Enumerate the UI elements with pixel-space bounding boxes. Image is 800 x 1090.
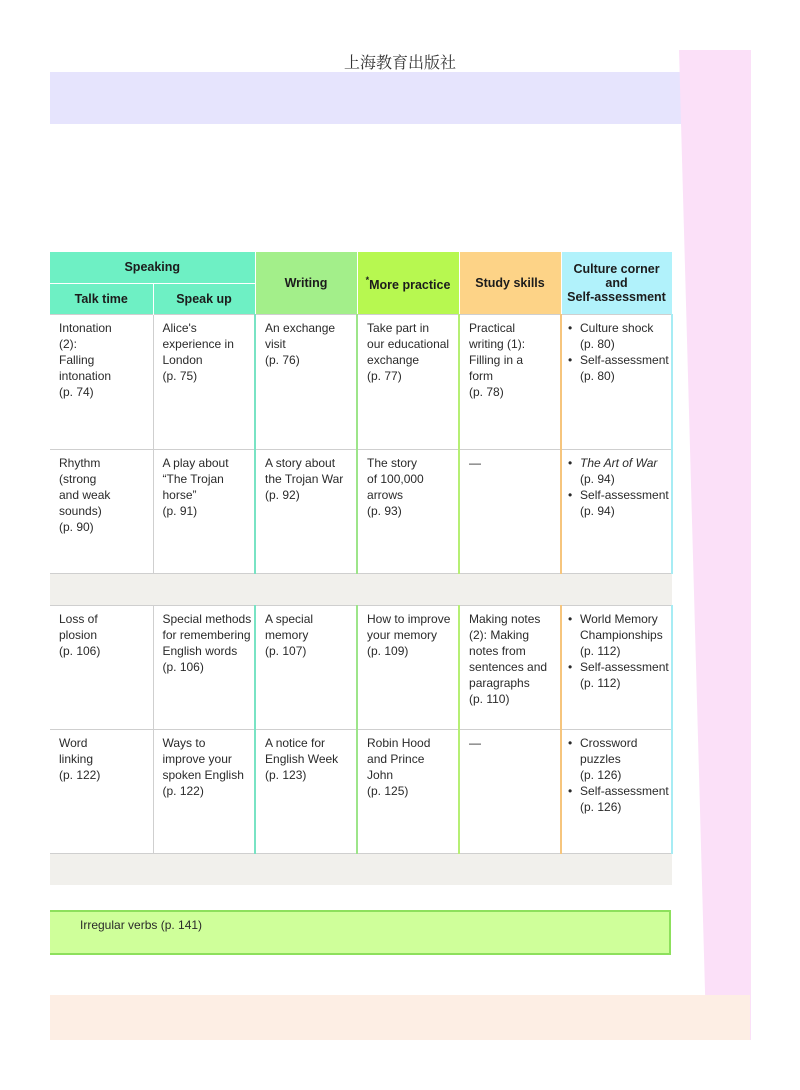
speak-up-header: Speak up — [153, 283, 255, 314]
cell-line: An exchange — [265, 320, 336, 335]
cell-line: paragraphs — [469, 675, 530, 690]
cell-line: and weak — [59, 487, 111, 502]
cell-line: (p. 110) — [469, 691, 510, 706]
more-practice-cell — [357, 314, 459, 449]
unit-row — [50, 449, 672, 573]
study-skills-header: Study skills — [459, 252, 561, 314]
cell-line: sentences and — [469, 659, 548, 674]
cell-line: Robin Hood — [367, 735, 431, 750]
cell-line: exchange — [367, 352, 420, 367]
cell-line: (2): Making — [469, 627, 530, 642]
more-practice-cell — [357, 605, 459, 729]
cell-line: (p. 122) — [59, 767, 101, 782]
cell-line: Loss of — [59, 611, 98, 626]
cell-line: intonation — [59, 368, 112, 383]
culture-item — [568, 659, 671, 691]
culture-item — [568, 783, 671, 815]
culture-item-page: (p. 94) — [580, 503, 615, 518]
culture-item-page: (p. 94) — [580, 471, 615, 486]
culture-item-title-cont: Championships — [580, 627, 663, 642]
culture-header-line-3: Self-assessment — [567, 289, 666, 304]
cell-line: Intonation — [59, 320, 112, 335]
side-color-band — [679, 50, 751, 1040]
more-practice-label: More practice — [369, 278, 451, 293]
cell-line: (p. 92) — [265, 487, 300, 502]
cell-line: (p. 109) — [367, 643, 409, 658]
culture-item-title: • The Art of War — [580, 455, 658, 470]
cell-line: horse” — [162, 487, 197, 502]
talk-time-header: Talk time — [50, 283, 153, 314]
cell-line: Word — [59, 735, 88, 750]
cell-line: “The Trojan — [162, 471, 224, 486]
cell-line: the Trojan War — [265, 471, 344, 486]
culture-item-title: • Culture shock — [580, 320, 654, 335]
cell-line: memory — [265, 627, 309, 642]
talk-time-cell — [50, 729, 153, 853]
culture-item-title: • Self-assessment — [580, 487, 669, 502]
speak-up-cell — [153, 605, 255, 729]
cell-line: and Prince — [367, 751, 425, 766]
cell-line: (p. 125) — [367, 783, 409, 798]
cell-line: (p. 123) — [265, 767, 307, 782]
more-practice-cell — [357, 449, 459, 573]
cell-line: How to improve — [367, 611, 451, 626]
cell-line: — — [469, 735, 482, 750]
cell-line: (p. 106) — [162, 659, 204, 674]
study-skills-cell — [459, 314, 561, 449]
more-practice-cell — [357, 729, 459, 853]
study-skills-cell — [459, 605, 561, 729]
cell-line: English words — [162, 643, 238, 658]
cell-line: Filling in a — [469, 352, 524, 367]
talk-time-cell — [50, 314, 153, 449]
culture-item-page: (p. 112) — [580, 643, 621, 658]
culture-cell — [561, 605, 672, 729]
gap-band — [50, 853, 672, 885]
culture-cell — [561, 314, 672, 449]
cell-line: (p. 76) — [265, 352, 300, 367]
culture-header-line-2: and — [605, 275, 628, 290]
cell-line: A story about — [265, 455, 336, 470]
writing-header: Writing — [255, 252, 357, 314]
unit-row — [50, 314, 672, 449]
cell-line: spoken English — [162, 767, 244, 782]
cell-line: (p. 90) — [59, 519, 94, 534]
culture-item-title: • Crossword — [580, 735, 638, 750]
culture-item — [568, 455, 671, 487]
cell-line: Rhythm — [59, 455, 101, 470]
culture-item-page: (p. 126) — [580, 799, 622, 814]
cell-line: Practical — [469, 320, 516, 335]
speak-up-cell — [153, 449, 255, 573]
cell-line: (p. 75) — [162, 368, 198, 383]
culture-item-title: • World Memory — [580, 611, 658, 626]
unit-row — [50, 729, 672, 853]
more-practice-header — [357, 252, 459, 314]
cell-line: plosion — [59, 627, 98, 642]
culture-header — [561, 252, 672, 314]
cell-line: notes from — [469, 643, 526, 658]
cell-line: A notice for — [265, 735, 326, 750]
cell-line: writing (1): — [469, 336, 526, 351]
cell-line: sounds) — [59, 503, 102, 518]
cell-line: (2): — [59, 336, 77, 351]
cell-line: improve your — [162, 751, 232, 766]
writing-cell — [255, 729, 357, 853]
culture-item — [568, 487, 671, 519]
culture-item — [568, 611, 671, 659]
cell-line: (p. 77) — [367, 368, 402, 383]
cell-line: form — [469, 368, 494, 383]
unit-row — [50, 605, 672, 729]
gap-band — [50, 573, 672, 605]
cell-line: A special — [265, 611, 314, 626]
cell-line: Special methods — [162, 611, 252, 626]
culture-item-title-cont: puzzles — [580, 751, 621, 766]
header-color-band — [50, 72, 750, 124]
culture-item — [568, 320, 671, 352]
cell-line: (p. 78) — [469, 384, 504, 399]
talk-time-cell — [50, 605, 153, 729]
culture-header-line-1: Culture corner — [573, 261, 660, 276]
study-skills-cell — [459, 729, 561, 853]
contents-table — [50, 252, 673, 885]
publisher-name: 上海教育出版社 — [343, 53, 456, 72]
footer-color-band — [50, 995, 750, 1040]
culture-cell — [561, 449, 672, 573]
culture-list — [568, 735, 671, 815]
cell-line: John — [367, 767, 394, 782]
writing-cell — [255, 605, 357, 729]
cell-line: — — [469, 455, 482, 470]
speaking-header: Speaking — [50, 252, 255, 283]
cell-line: arrows — [367, 487, 404, 502]
culture-item-page: (p. 126) — [580, 767, 622, 782]
cell-line: (strong — [59, 471, 97, 486]
cell-line: London — [162, 352, 203, 367]
culture-item — [568, 352, 671, 384]
culture-item-title: • Self-assessment — [580, 783, 669, 798]
cell-line: linking — [59, 751, 94, 766]
cell-line: (p. 107) — [265, 643, 307, 658]
more-practice-star: * — [365, 275, 370, 286]
irregular-verbs-box — [50, 910, 671, 955]
cell-line: Take part in — [367, 320, 430, 335]
talk-time-cell — [50, 449, 153, 573]
cell-line: (p. 93) — [367, 503, 402, 518]
cell-line: of 100,000 — [367, 471, 424, 486]
cell-line: (p. 122) — [162, 783, 204, 798]
culture-item-page: (p. 112) — [580, 675, 621, 690]
cell-line: visit — [265, 336, 286, 351]
culture-cell — [561, 729, 672, 853]
cell-line: The story — [367, 455, 418, 470]
cell-line: experience in — [162, 336, 234, 351]
cell-line: English Week — [265, 751, 339, 766]
culture-list — [568, 611, 671, 691]
culture-item-page: (p. 80) — [580, 368, 615, 383]
culture-item-title: • Self-assessment — [580, 352, 669, 367]
cell-line: Falling — [59, 352, 95, 367]
irregular-verbs-label: Irregular verbs (p. 141) — [80, 918, 203, 932]
study-skills-cell — [459, 449, 561, 573]
speak-up-cell — [153, 314, 255, 449]
culture-list — [568, 455, 671, 519]
cell-line: Alice's — [162, 320, 197, 335]
cell-line: (p. 91) — [162, 503, 198, 518]
culture-item-page: (p. 80) — [580, 336, 615, 351]
cell-line: Ways to — [162, 735, 206, 750]
speak-up-cell — [153, 729, 255, 853]
writing-cell — [255, 449, 357, 573]
writing-cell — [255, 314, 357, 449]
culture-item — [568, 735, 671, 783]
cell-line: your memory — [367, 627, 438, 642]
cell-line: our educational — [367, 336, 450, 351]
culture-list — [568, 320, 671, 384]
cell-line: for remembering — [162, 627, 251, 642]
cell-line: (p. 106) — [59, 643, 101, 658]
cell-line: (p. 74) — [59, 384, 94, 399]
cell-line: A play about — [162, 455, 229, 470]
culture-item-title: • Self-assessment — [580, 659, 669, 674]
cell-line: Making notes — [469, 611, 541, 626]
